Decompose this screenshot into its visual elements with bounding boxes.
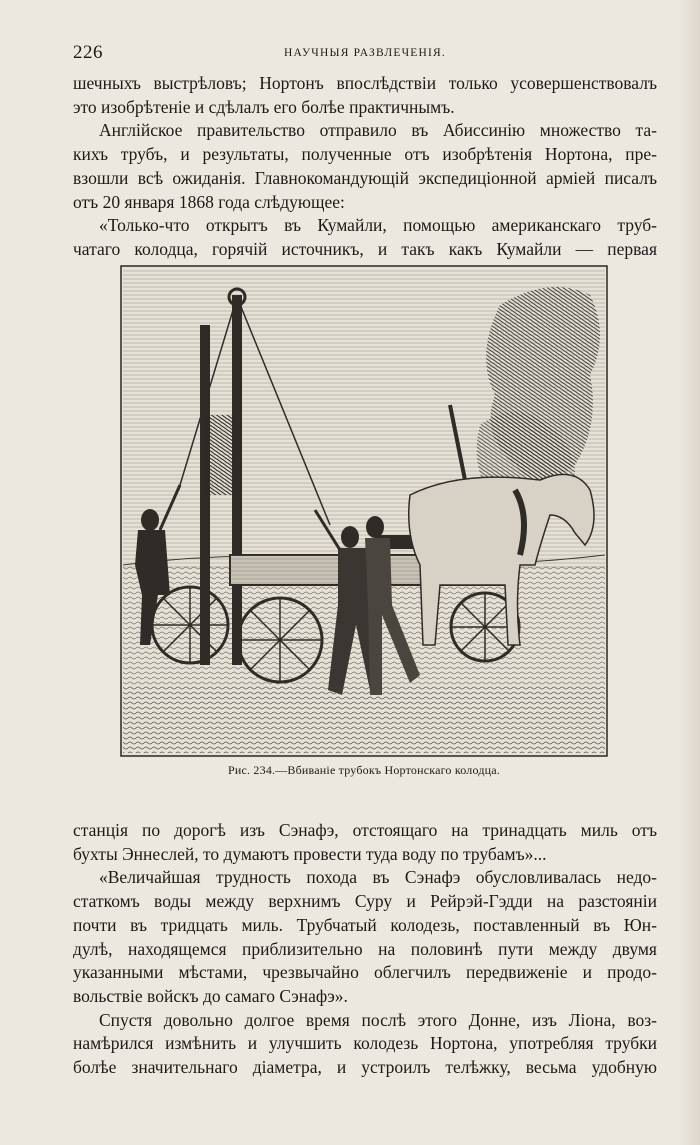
text-line: Спустя довольно долгое время послѣ этого Донне, изъ Ліона, воз-	[99, 1009, 657, 1030]
text-line: дулѣ, находящемся приблизительно на половинѣ пути между двумя	[73, 938, 657, 959]
text-line: взошли всѣ ожиданія. Главнокомандующій экспедиціонной арміей писалъ	[73, 167, 657, 188]
running-head: НАУЧНЫЯ РАЗВЛЕЧЕНІЯ.	[283, 47, 447, 59]
text-line: станція по дорогѣ изъ Сэнафэ, отстоящаго на тринадцать миль отъ	[73, 820, 657, 840]
engraving-illustration	[120, 265, 608, 757]
text-line: шечныхъ выстрѣловъ; Нортонъ впослѣдствіи только усовершенствовалъ	[73, 73, 657, 93]
text-line: кихъ трубъ, и результаты, полученные отъ изобрѣтенія Нортона, пре-	[73, 144, 657, 165]
text-line: вольствіе войскъ до самаго Сэнафэ».	[73, 985, 348, 1006]
text-line: Англійское правительство отправило въ Абиссинію множество та-	[99, 120, 657, 141]
body-text-top	[73, 72, 657, 262]
text-line: отъ 20 января 1868 года слѣдующее:	[73, 191, 345, 212]
text-line: «Величайшая трудность похода въ Сэнафэ обусловливалась недо-	[99, 867, 657, 888]
text-line: бухты Эннеслей, то думаютъ провести туда воду по трубамъ»...	[73, 843, 547, 864]
text-line: «Только-что открытъ въ Кумайли, помощью американскаго труб-	[99, 215, 657, 236]
text-line: указанными мѣстами, чрезвычайно облегчилъ передвиженіе и продо-	[73, 962, 657, 983]
text-line: намѣрился измѣнить и улучшить колодезь Нортона, употребляя трубки	[73, 1033, 657, 1054]
text-line: болѣе значительнаго діаметра, и устроилъ телѣжку, весьма удобную	[73, 1057, 657, 1078]
text-line: это изобрѣтеніе и сдѣлалъ его болѣе практичнымъ.	[73, 96, 455, 117]
figure-caption: Рис. 234.—Вбиваніе трубокъ Нортонскаго колодца.	[228, 763, 500, 777]
page-number: 226	[73, 42, 103, 63]
page-edge-shadow	[678, 0, 700, 1145]
text-line: почти въ тридцать миль. Трубчатый колодезь, поставленный въ Юн-	[73, 914, 657, 935]
text-line: статкомъ воды между верхнимъ Суру и Рейрэй-Гэдди на разстояніи	[73, 891, 657, 912]
text-line: чатаго колодца, горячій источникъ, и такъ какъ Кумайли — первая	[73, 238, 657, 259]
body-text-bottom	[73, 819, 657, 1080]
